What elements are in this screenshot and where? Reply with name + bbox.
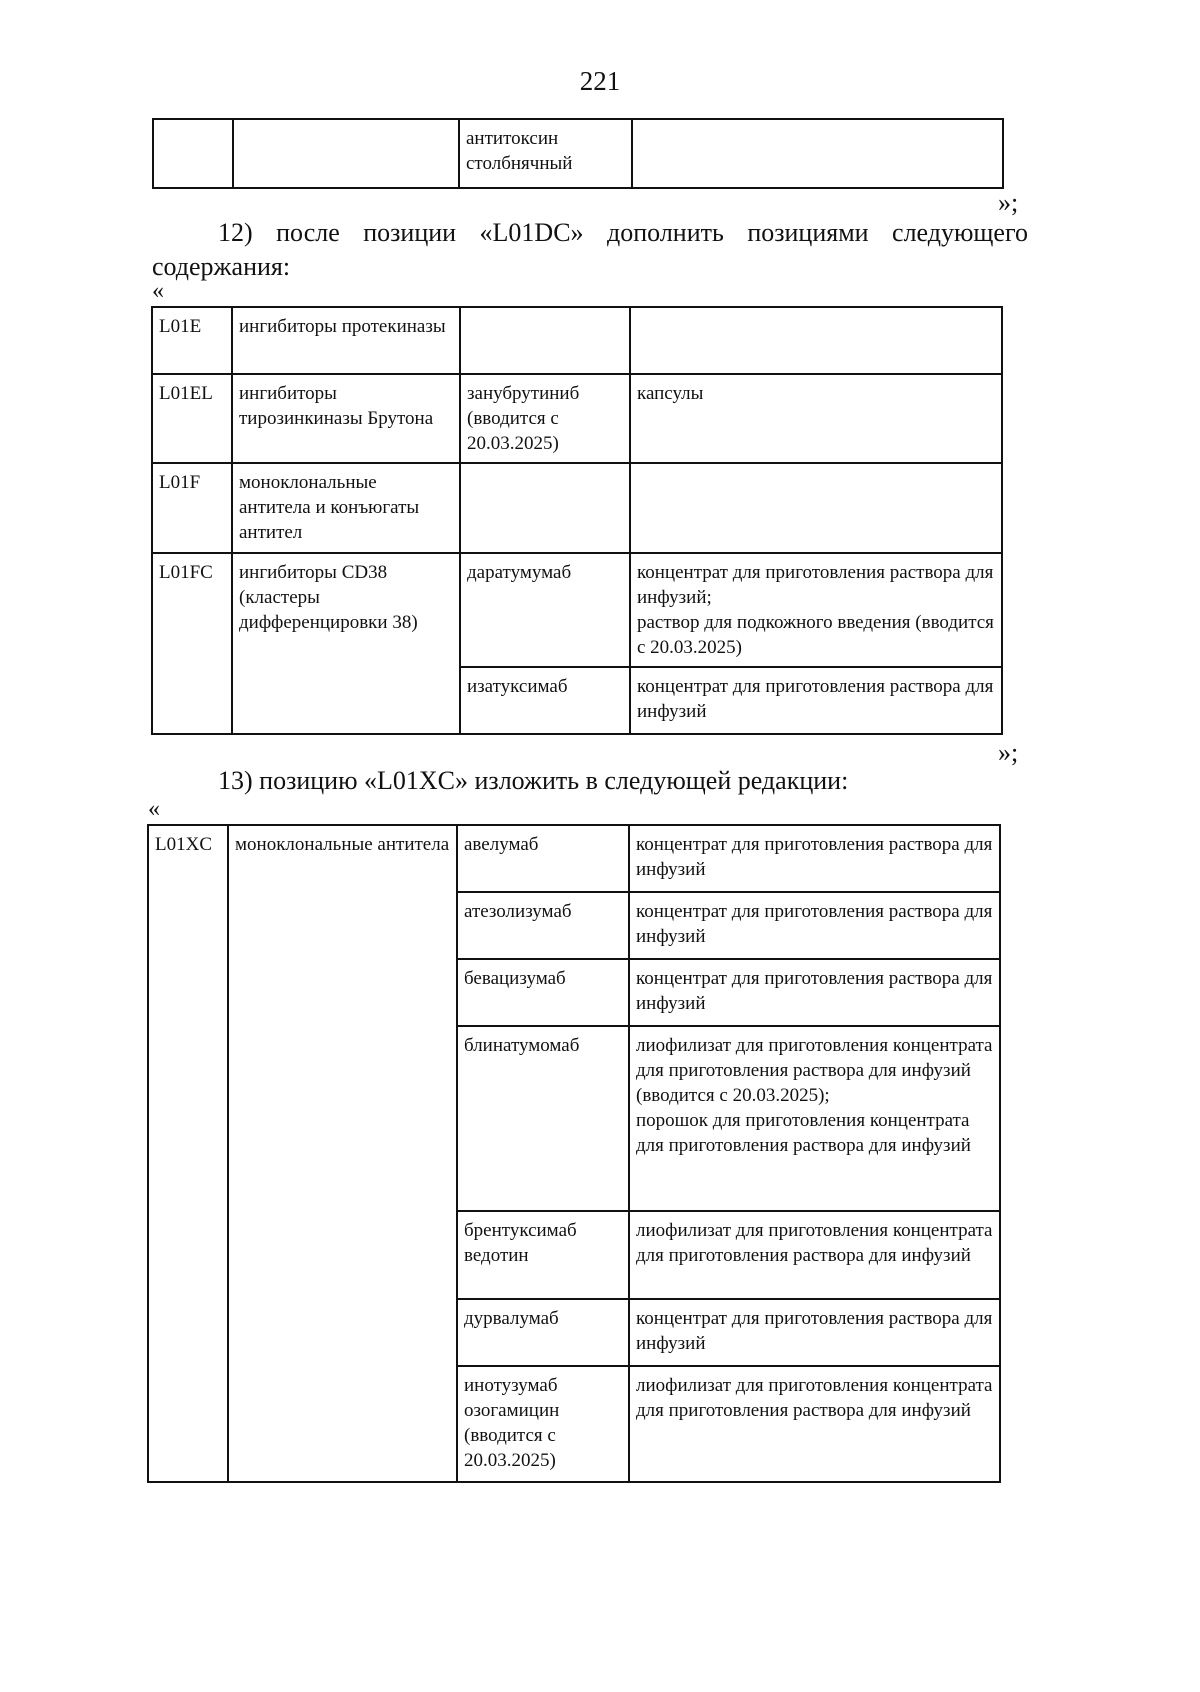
- group-cell: моноклональные антитела и конъюгаты антител: [232, 463, 460, 553]
- word: после: [276, 218, 340, 247]
- code-cell: [153, 119, 233, 188]
- table-row: [152, 374, 1002, 463]
- table-item12: [151, 306, 1003, 735]
- drug-cell: занубрутиниб (вводится с 20.03.2025): [460, 374, 630, 463]
- drug-cell: атезолизумаб: [457, 892, 629, 959]
- form-cell: концентрат для приготовления раствора для инфузий: [629, 825, 1000, 892]
- code-cell: L01XC: [148, 825, 228, 1482]
- form-line: концентрат для приготовления раствора для инфузий;: [637, 562, 994, 608]
- group-cell: [233, 119, 459, 188]
- form-cell: лиофилизат для приготовления концентрата для приготовления раствора для инфузий: [629, 1366, 1000, 1482]
- drug-cell: брентуксимаб ведотин: [457, 1211, 629, 1299]
- table-row: [152, 553, 1002, 667]
- word: дополнить: [607, 218, 724, 247]
- form-cell: концентрат для приготовления раствора для инфузий: [629, 959, 1000, 1026]
- drug-cell: инотузумаб озогамицин (вводится с 20.03.2025): [457, 1366, 629, 1482]
- word: следующего: [892, 218, 1028, 247]
- word: позиции: [363, 218, 457, 247]
- form-line: порошок для приготовления концентрата для приготовления раствора для инфузий: [636, 1110, 971, 1156]
- form-cell: [630, 553, 1002, 667]
- group-cell: ингибиторы протекиназы: [232, 307, 460, 374]
- code-cell: L01F: [152, 463, 232, 553]
- drug-cell: [460, 307, 630, 374]
- form-cell: [630, 463, 1002, 553]
- form-cell: концентрат для приготовления раствора для инфузий: [630, 667, 1002, 734]
- form-cell: [629, 1026, 1000, 1211]
- group-cell: ингибиторы тирозинкиназы Брутона: [232, 374, 460, 463]
- code-cell: L01FC: [152, 553, 232, 667]
- form-cell: [630, 307, 1002, 374]
- code-cell: L01E: [152, 307, 232, 374]
- form-cell: лиофилизат для приготовления концентрата для приготовления раствора для инфузий: [629, 1211, 1000, 1299]
- form-cell: концентрат для приготовления раствора для инфузий: [629, 892, 1000, 959]
- item12-line1: [218, 216, 1028, 250]
- open-quote: «: [148, 796, 160, 822]
- table-row: [153, 119, 1003, 188]
- group-cell: моноклональные антитела: [228, 825, 457, 1482]
- form-cell: капсулы: [630, 374, 1002, 463]
- table-row: [152, 463, 1002, 553]
- code-cell: L01EL: [152, 374, 232, 463]
- table-row: [152, 667, 1002, 734]
- form-line: раствор для подкожного введения (вводится с 20.03.2025): [637, 612, 994, 658]
- drug-cell: дурвалумаб: [457, 1299, 629, 1366]
- end-quote: »;: [998, 188, 1019, 217]
- word: позициями: [747, 218, 869, 247]
- drug-cell: даратумумаб: [460, 553, 630, 667]
- drug-cell: антитоксин столбнячный: [459, 119, 632, 188]
- item13-text: 13) позицию «L01XC» изложить в следующей редакции:: [218, 766, 849, 795]
- end-quote: »;: [998, 738, 1019, 767]
- drug-cell: блинатумомаб: [457, 1026, 629, 1211]
- form-cell: концентрат для приготовления раствора для инфузий: [629, 1299, 1000, 1366]
- word: 12): [218, 218, 253, 247]
- form-line: лиофилизат для приготовления концентрата для приготовления раствора для инфузий (вводится с 20.03.2025);: [636, 1035, 993, 1106]
- table-top: [152, 118, 1004, 189]
- drug-cell: бевацизумаб: [457, 959, 629, 1026]
- open-quote: «: [152, 278, 164, 304]
- drug-cell: изатуксимаб: [460, 667, 630, 734]
- drug-cell: авелумаб: [457, 825, 629, 892]
- group-cell: ингибиторы CD38 (кластеры дифференцировки 38): [232, 553, 460, 667]
- group-cell: [232, 667, 460, 734]
- table-item13: [147, 824, 1001, 1483]
- item12-line2: содержания:: [152, 252, 291, 281]
- form-cell: [632, 119, 1003, 188]
- table-row: [152, 307, 1002, 374]
- table-row: [148, 825, 1000, 892]
- page-number: 221: [579, 66, 621, 96]
- code-cell: [152, 667, 232, 734]
- drug-cell: [460, 463, 630, 553]
- word: «L01DC»: [479, 218, 584, 247]
